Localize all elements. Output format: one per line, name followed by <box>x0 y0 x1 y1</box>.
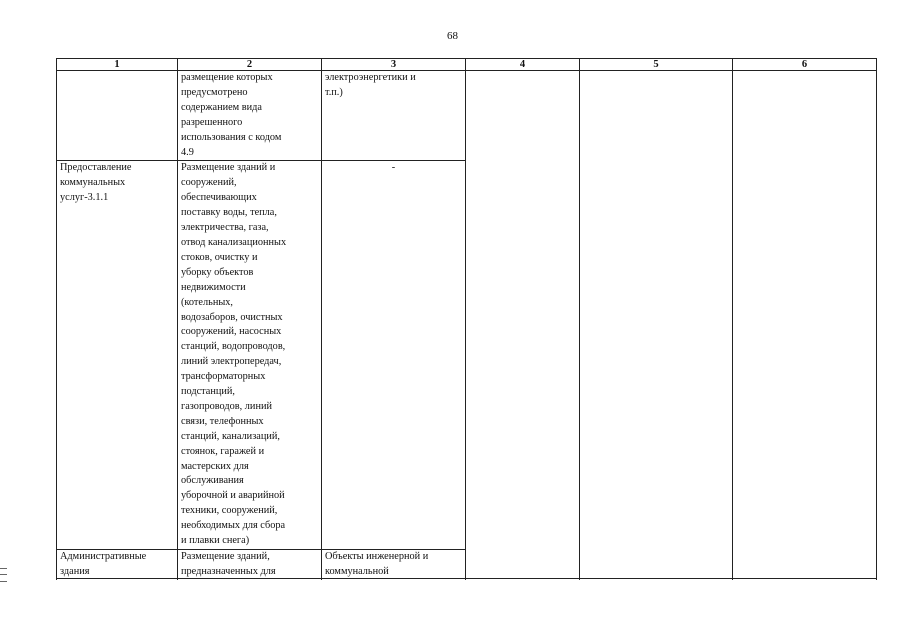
table-row <box>57 71 877 161</box>
cell-column-5 <box>580 71 733 580</box>
cell-description: Размещение зданий и сооружений, обеспечивающих поставку воды, тепла, электричества, газа, отвод канализационных стоков, очистку и уборку объектов недвижимости (котельных, водозаборов, очистных сооружений, насосных станций, водопроводов, линий электропередач, трансформаторных подстанций, газопроводов, линий связи, телефонных станций, канализаций, стоянок, гаражей и мастерских для обслуживания уборочной и аварийной техники, сооружений, необходимых для сбора и плавки снега) <box>178 161 322 550</box>
cell-auxiliary-use: Объекты инженерной и коммунальной <box>322 550 466 580</box>
cell-column-4 <box>466 71 580 580</box>
table-bottom-border <box>56 578 877 579</box>
table-header-row <box>57 59 877 71</box>
cell-auxiliary-use: электроэнергетики и т.п.) <box>322 71 466 161</box>
column-header: 1 <box>57 59 178 71</box>
cell-land-use-type: Предоставление коммунальных услуг-3.1.1 <box>57 161 178 550</box>
column-header: 5 <box>580 59 733 71</box>
cell-description: размещение которых предусмотрено содержанием вида разрешенного использования с кодом 4.9 <box>178 71 322 161</box>
column-header: 2 <box>178 59 322 71</box>
zoning-table <box>56 58 877 580</box>
cell-column-6 <box>733 71 877 580</box>
column-header: 4 <box>466 59 580 71</box>
page-number: 68 <box>447 30 458 42</box>
cell-land-use-type: Административные здания <box>57 550 178 580</box>
margin-mark <box>0 568 7 582</box>
cell-description: Размещение зданий, предназначенных для <box>178 550 322 580</box>
cell-land-use-type <box>57 71 178 161</box>
column-header: 3 <box>322 59 466 71</box>
column-header: 6 <box>733 59 877 71</box>
cell-auxiliary-use: - <box>322 161 466 550</box>
